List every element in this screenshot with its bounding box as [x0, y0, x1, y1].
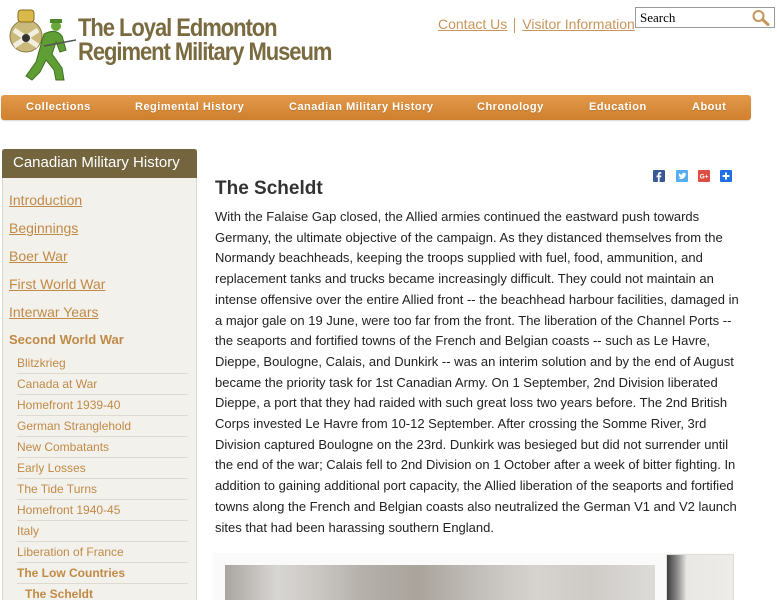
search-input-text: Search: [640, 10, 676, 25]
sidebar-item-introduction[interactable]: Introduction: [9, 192, 83, 208]
facebook-icon[interactable]: [653, 170, 665, 182]
site-header: [0, 0, 777, 90]
sidebar-sub-item-canada-at-war[interactable]: Canada at War: [17, 374, 188, 395]
soldier-logo-icon[interactable]: [4, 6, 76, 84]
sidebar-sub-item-early-losses[interactable]: Early Losses: [17, 458, 188, 479]
nav-collections[interactable]: Collections: [26, 101, 91, 113]
page-title: The Scheldt: [215, 178, 323, 199]
nav-education[interactable]: Education: [589, 101, 647, 113]
sidebar-item-boer-war[interactable]: Boer War: [9, 248, 68, 264]
nav-regimental-history[interactable]: Regimental History: [135, 101, 245, 113]
sidebar-sub-item-german-stranglehold[interactable]: German Stranglehold: [17, 416, 188, 437]
site-title-line2: Regiment Military Museum: [78, 38, 332, 66]
photo-thumbnail[interactable]: [666, 554, 734, 600]
sidebar: [2, 149, 197, 600]
top-links: [438, 16, 635, 33]
article-photo: [225, 565, 655, 600]
contact-us-link[interactable]: Contact Us: [438, 16, 508, 32]
sidebar-sub-item-blitzkrieg[interactable]: Blitzkrieg: [17, 353, 188, 374]
sidebar-item-first-world-war[interactable]: First World War: [9, 276, 106, 292]
sidebar-sub-item-italy[interactable]: Italy: [17, 521, 188, 542]
site-title[interactable]: [78, 16, 331, 64]
sidebar-item-interwar-years[interactable]: Interwar Years: [9, 304, 99, 320]
site-title-line1: The Loyal Edmonton: [78, 14, 277, 42]
sidebar-sub-list: [17, 353, 188, 600]
sidebar-item-beginnings[interactable]: Beginnings: [9, 220, 79, 236]
svg-text:G+: G+: [699, 173, 709, 181]
sidebar-sub-item-new-combatants[interactable]: New Combatants: [17, 437, 188, 458]
addthis-share-icon[interactable]: [720, 170, 732, 182]
google-plus-icon[interactable]: [698, 170, 710, 182]
nav-canadian-military-history[interactable]: Canadian Military History: [289, 101, 434, 113]
sidebar-sub-item-homefront-1940-45[interactable]: Homefront 1940-45: [17, 500, 188, 521]
visitor-information-link[interactable]: Visitor Information: [522, 16, 635, 32]
sidebar-sub-item-the-low-countries[interactable]: The Low Countries: [17, 563, 188, 584]
search-icon[interactable]: [751, 9, 771, 27]
nav-chronology[interactable]: Chronology: [477, 101, 544, 113]
sidebar-sub-item-homefront-1939-40[interactable]: Homefront 1939-40: [17, 395, 188, 416]
link-separator: [514, 18, 515, 33]
sidebar-sub-item-the-scheldt[interactable]: The Scheldt: [25, 587, 94, 600]
twitter-icon[interactable]: [676, 170, 688, 182]
article-body: With the Falaise Gap closed, the Allied armies continued the eastward push towards Germany, the ultimate objective of the campaign. As they distanced themselves from the Normandy beachheads, keeping the troops supplied with fuel, food, ammunition, and replacement tanks and trucks became increasingly difficult. They could not maintain an intense offensive over the entire Allied front -- the beachhead harbour facilities, damaged in a major gale on 19 June, were too far from the front. The liberation of the Channel Ports -- the seaports and fortified towns of the French and Belgian coasts -- such as Le Havre, Dieppe, Boulogne, Calais, and Dunkirk -- was an interim solution and by the end of August became the priority task for 1st Canadian Army. On 1 September, 2nd Division liberated Dieppe, a port that they had raided with such great loss two years before. The 2nd British Corps invested Le Havre from 10-12 September. After crossing the Somme River, 3rd Division captured Boulogne on the 23rd. Dunkirk was besieged but did not surrender until the end of the war; Calais fell to 2nd Division on 1 October after a week of bitter fighting. In addition to gaining additional port capacity, the Allied liberation of the seaports and fortified towns along the French and Belgian coasts also neutralized the German V1 and V2 launch sites that had been harassing southern England.: [215, 209, 739, 535]
sidebar-section-second-world-war[interactable]: Second World War: [9, 332, 124, 347]
nav-about[interactable]: About: [692, 101, 727, 113]
sidebar-sub-item-the-tide-turns[interactable]: The Tide Turns: [17, 479, 188, 500]
search-input[interactable]: [635, 7, 775, 28]
main-nav: [1, 95, 751, 120]
sidebar-title: Canadian Military History: [2, 149, 197, 178]
sidebar-sub-item-liberation-of-france[interactable]: Liberation of France: [17, 542, 188, 563]
